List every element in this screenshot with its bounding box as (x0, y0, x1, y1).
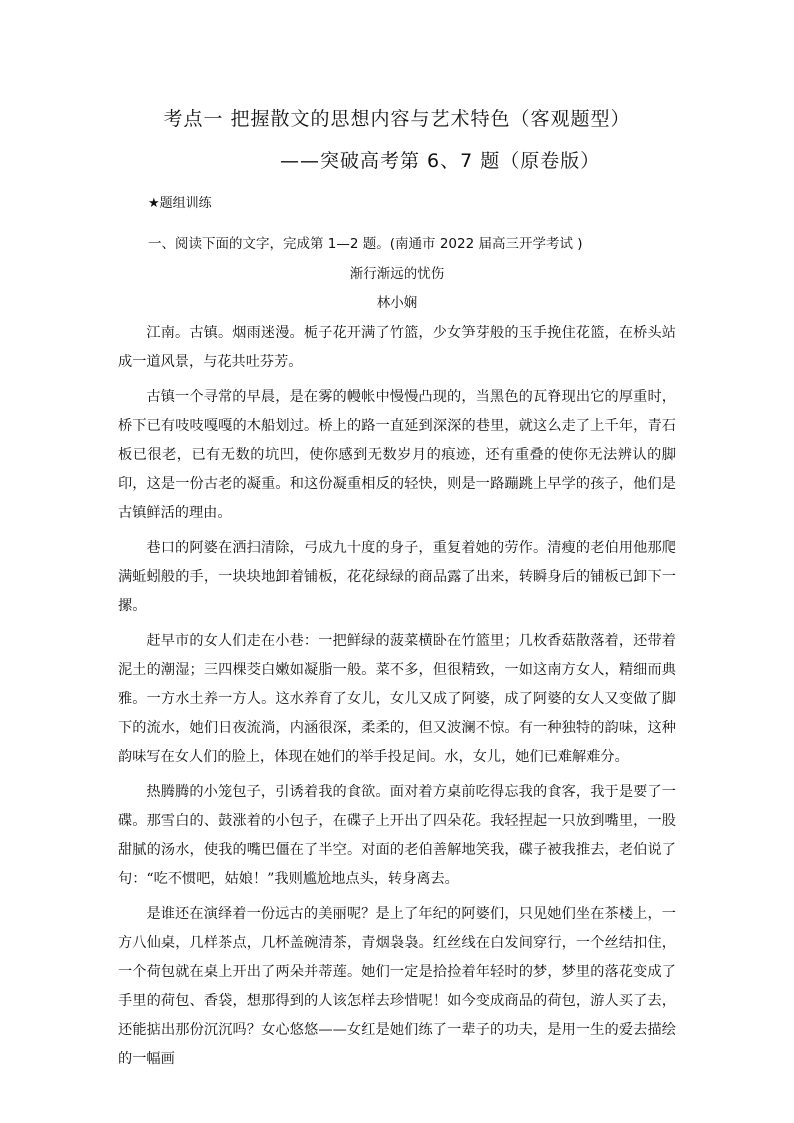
essay-paragraph: 巷口的阿婆在洒扫清除，弓成九十度的身子，重复着她的劳作。清瘦的老伯用他那爬满蚯蚓般的手，一块块地卸着铺板，花花绿绿的商品露了出来，转瞬身后的铺板已卸下一摞。 (118, 540, 676, 614)
page-subtitle: ——突破高考第 6、7 题（原卷版） (280, 150, 601, 172)
section-heading: ★题组训练 (148, 196, 212, 211)
essay-title: 渐行渐远的忧伤 (349, 266, 445, 282)
essay-paragraph: 江南。古镇。烟雨迷漫。栀子花开满了竹篮，少女笋芽般的玉手挽住花篮，在桥头站成一道风景，与花共吐芬芳。 (118, 325, 676, 370)
essay-paragraph: 赶早市的女人们走在小巷：一把鲜绿的菠菜横卧在竹篮里；几枚香菇散落着，还带着泥土的潮湿；三四棵茭白嫩如凝脂一般。菜不多，但很精致，一如这南方女人，精细而典雅。一方水土养一方人。这水养育了女儿，女儿又成了阿婆，成了阿婆的女人又变做了脚下的流水，她们日夜流淌，内涵很深，柔柔的，但又波澜不惊。有一种独特的韵味，这种韵味写在女人们的脸上，体现在她们的举手投足间。水，女儿，她们已难解难分。 (118, 633, 676, 765)
page-title: 考点一 把握散文的思想内容与艺术特色（客观题型） (163, 108, 631, 130)
essay-paragraph: 古镇一个寻常的早晨，是在雾的幔帐中慢慢凸现的，当黑色的瓦脊现出它的厚重时，桥下已有吱吱嘎嘎的木船划过。桥上的路一直延到深深的巷里，就这么走了上千年，青石板已很老，已有无数的坑凹，使你感到无数岁月的痕迹，还有重叠的使你无法辨认的脚印，这是一份古老的凝重。和这份凝重相反的轻快，则是一路蹦跳上早学的孩子，他们是古镇鲜活的理由。 (118, 389, 676, 521)
essay-author: 林小娴 (376, 295, 418, 311)
question-instruction: 一、阅读下面的文字，完成第 1—2 题。(南通市 2022 届高三开学考试 ) (148, 236, 583, 252)
essay-paragraph: 是谁还在演绎着一份远古的美丽呢？是上了年纪的阿婆们，只见她们坐在茶楼上，一方八仙桌，几样茶点，几杯盖碗清茶，青烟袅袅。红丝线在白发间穿行，一个丝结扣住，一个荷包就在桌上开出了两朵并蒂莲。她们一定是拾捡着年轻时的梦，梦里的落花变成了手里的荷包、香袋，想那得到的人该怎样去珍惜呢！如今变成商品的荷包，游人买了去，还能掂出那份沉沉吗？女心悠悠——女红是她们练了一辈子的功夫，是用一生的爱去描绘的一幅画 (118, 906, 676, 1067)
essay-body (118, 319, 676, 1080)
essay-paragraph: 热腾腾的小笼包子，引诱着我的食欲。面对着方桌前吃得忘我的食客，我于是要了一碟。那雪白的、鼓涨着的小包子，在碟子上开出了四朵花。我轻捏起一只放到嘴里，一股甜腻的汤水，使我的嘴巴僵在了半空。对面的老伯善解地笑我，碟子被我推去，老伯说了句：“吃不惯吧，姑娘！”我则尴尬地点头，转身离去。 (118, 784, 676, 887)
